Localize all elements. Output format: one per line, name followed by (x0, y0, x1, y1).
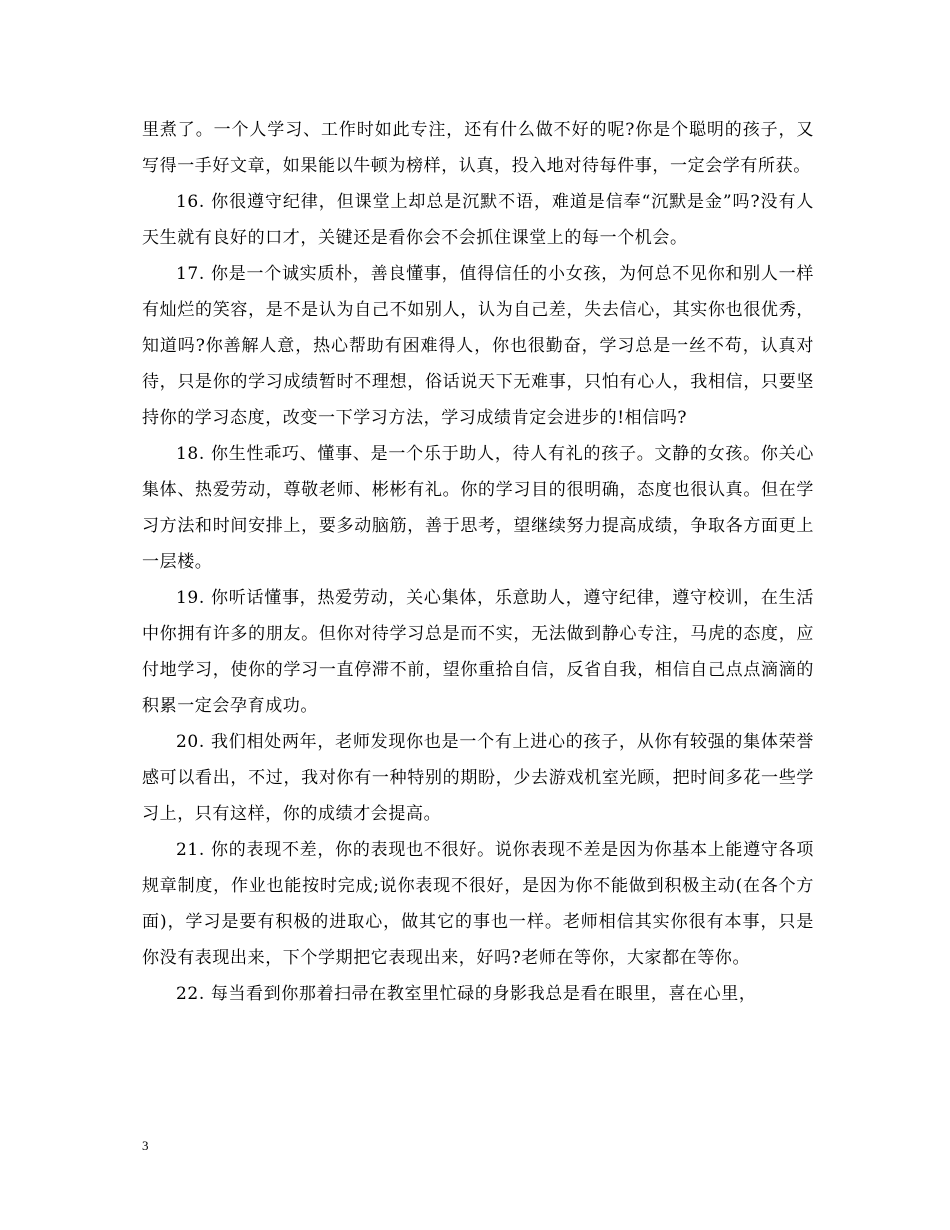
paragraph-item-16: 16. 你很遵守纪律，但课堂上却总是沉默不语，难道是信奉“沉默是金”吗?没有人天生就有良好的口才，关键还是看你会不会抓住课堂上的每一个机会。 (142, 192, 814, 248)
paragraph-item-21: 21. 你的表现不差，你的表现也不很好。说你表现不差是因为你基本上能遵守各项规章制度，作业也能按时完成;说你表现不很好，是因为你不能做到积极主动(在各个方面)，学习是要有积极的进取心，做其它的事也一样。老师相信其实你很有本事，只是你没有表现出来，下个学期把它表现出来，好吗?老师在等你，大家都在等你。 (142, 840, 814, 968)
paragraph-item-17: 17. 你是一个诚实质朴，善良懂事，值得信任的小女孩，为何总不见你和别人一样有灿烂的笑容，是不是认为自己不如别人，认为自己差，失去信心，其实你也很优秀，知道吗?你善解人意，热心帮助有困难得人，你也很勤奋，学习总是一丝不苟，认真对待，只是你的学习成绩暂时不理想，俗话说天下无难事，只怕有心人，我相信，只要坚持你的学习态度，改变一下学习方法，学习成绩肯定会进步的!相信吗? (142, 264, 814, 428)
page-number: 3 (142, 1138, 149, 1153)
paragraph-item-19: 19. 你听话懂事，热爱劳动，关心集体，乐意助人，遵守纪律，遵守校训，在生活中你拥有许多的朋友。但你对待学习总是而不实，无法做到静心专注，马虎的态度，应付地学习，使你的学习一直停滞不前，望你重拾自信，反省自我，相信自己点点滴滴的积累一定会孕育成功。 (142, 588, 814, 716)
paragraph-item-18: 18. 你生性乖巧、懂事、是一个乐于助人，待人有礼的孩子。文静的女孩。你关心集体、热爱劳动，尊敬老师、彬彬有礼。你的学习目的很明确，态度也很认真。但在学习方法和时间安排上，要多动脑筋，善于思考，望继续努力提高成绩，争取各方面更上一层楼。 (142, 444, 814, 572)
paragraph-continuation: 里煮了。一个人学习、工作时如此专注，还有什么做不好的呢?你是个聪明的孩子，又写得一手好文章，如果能以牛顿为榜样，认真，投入地对待每件事，一定会学有所获。 (142, 120, 814, 176)
paragraph-item-20: 20. 我们相处两年，老师发现你也是一个有上进心的孩子，从你有较强的集体荣誉感可以看出，不过，我对你有一种特别的期盼，少去游戏机室光顾，把时间多花一些学习上，只有这样，你的成绩才会提高。 (142, 732, 814, 824)
page-body (142, 112, 814, 1012)
paragraph-item-22: 22. 每当看到你那着扫帚在教室里忙碌的身影我总是看在眼里，喜在心里， (176, 984, 757, 1004)
